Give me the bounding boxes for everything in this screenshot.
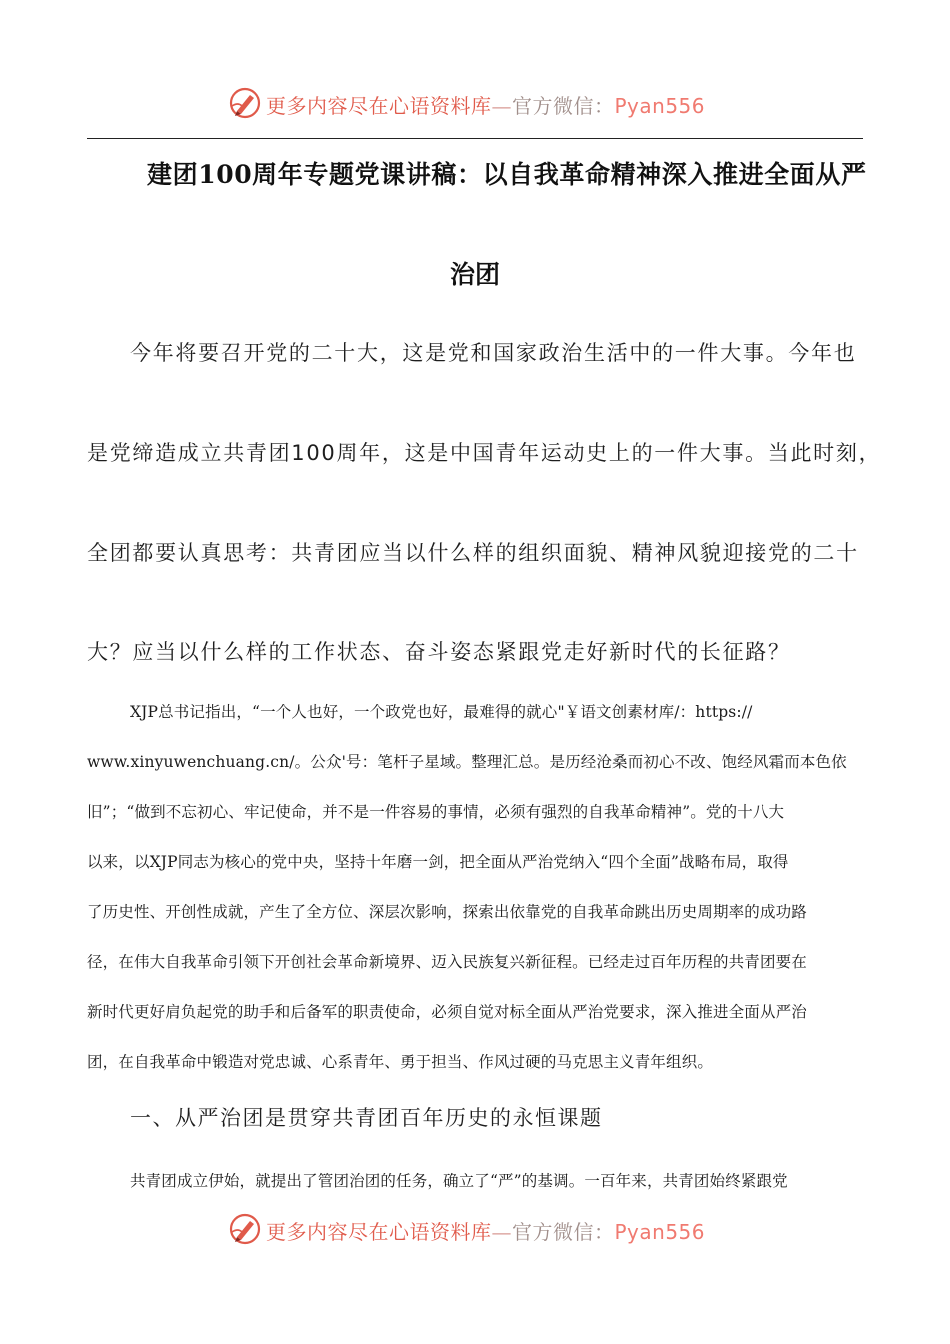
banner-main-text: 更多内容尽在心语资料库 [266, 1220, 492, 1244]
banner-dash: — [491, 94, 512, 118]
page-title-line-2: 治团 [449, 260, 500, 289]
intro-line: 全团都要认真思考：共青团应当以什么样的组织面貌、精神风貌迎接党的二十 [87, 541, 859, 565]
body-line: 了历史性、开创性成就，产生了全方位、深层次影响，探索出依靠党的自我革命跳出历史周期率的成功路 [87, 903, 807, 921]
body-line: 以来，以XJP同志为核心的党中央，坚持十年磨一剑，把全面从严治党纳入“四个全面”战略布局，取得 [87, 853, 789, 871]
banner-text [266, 1216, 705, 1245]
body-line: 新时代更好肩负起党的助手和后备军的职责使命，必须自觉对标全面从严治党要求，深入推进全面从严治 [87, 1003, 807, 1021]
banner-label: 官方微信： [512, 94, 615, 118]
banner-text [266, 90, 705, 119]
banner-main-text: 更多内容尽在心语资料库 [266, 94, 492, 118]
pen-logo-icon [228, 86, 262, 120]
header-divider [87, 138, 863, 139]
body-line: 共青团成立伊始，就提出了管团治团的任务，确立了“严”的基调。一百年来，共青团始终紧跟党 [130, 1172, 788, 1190]
banner-dash: — [491, 1220, 512, 1244]
footer-banner [0, 1210, 950, 1250]
pen-logo-icon [228, 1212, 262, 1246]
intro-line: 是党缔造成立共青团100周年，这是中国青年运动史上的一件大事。当此时刻， [87, 441, 882, 465]
banner-handle: Pyan556 [614, 94, 706, 118]
intro-line: 今年将要召开党的二十大，这是党和国家政治生活中的一件大事。今年也 [130, 341, 857, 365]
banner-handle: Pyan556 [614, 1220, 706, 1244]
header-banner [0, 84, 950, 124]
body-line: 团，在自我革命中锻造对党忠诚、心系青年、勇于担当、作风过硬的马克思主义青年组织。 [87, 1053, 714, 1071]
banner-label: 官方微信： [512, 1220, 615, 1244]
body-line: 径，在伟大自我革命引领下开创社会革命新境界、迈入民族复兴新征程。已经走过百年历程的共青团要在 [87, 953, 807, 971]
section-heading: 一、从严治团是贯穿共青团百年历史的永恒课题 [130, 1106, 603, 1130]
intro-line: 大？应当以什么样的工作状态、奋斗姿态紧跟党走好新时代的长征路？ [87, 640, 791, 664]
body-line: XJP总书记指出，“一个人也好，一个政党也好，最难得的就心"￥语文创素材库/：https:// [130, 703, 753, 721]
body-line: 旧”；“做到不忘初心、牢记使命，并不是一件容易的事情，必须有强烈的自我革命精神”。党的十八大 [87, 803, 785, 821]
page-title-line-1: 建团100周年专题党课讲稿：以自我革命精神深入推进全面从严 [147, 160, 867, 189]
body-line: www.xinyuwenchuang.cn/。公众'号：笔杆子星域。整理汇总。是历经沧桑而初心不改、饱经风霜而本色依 [87, 753, 847, 771]
